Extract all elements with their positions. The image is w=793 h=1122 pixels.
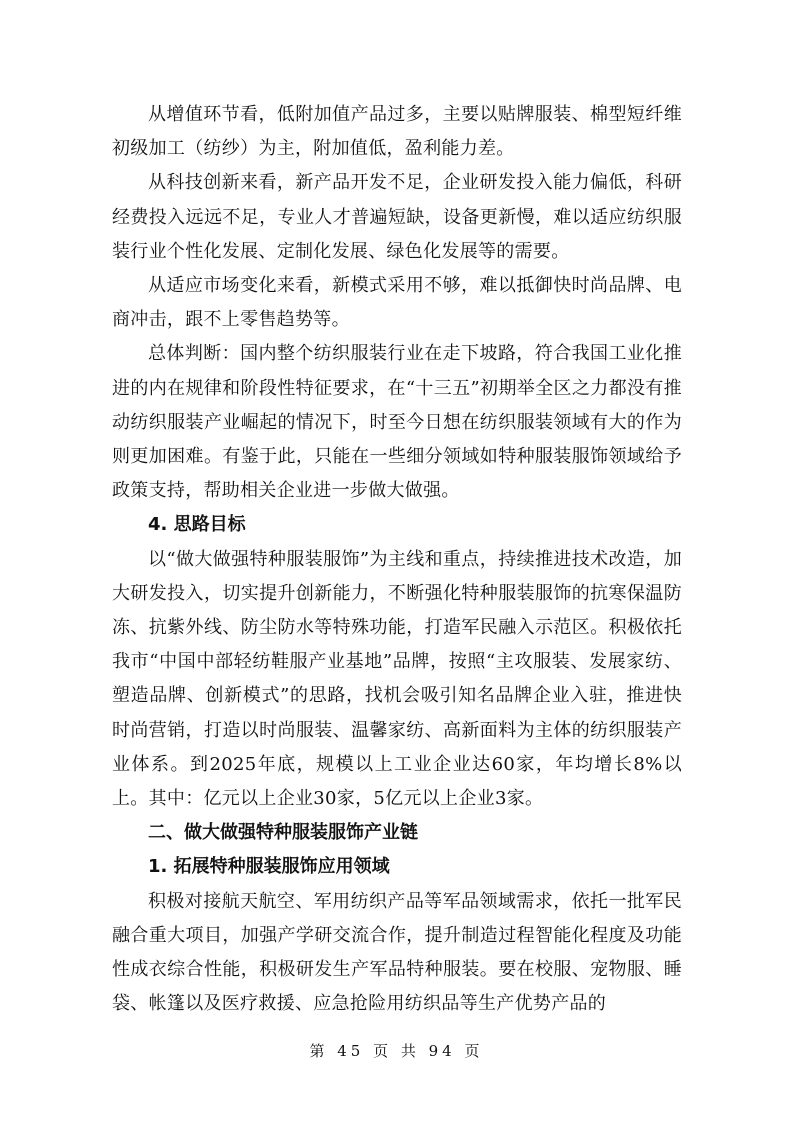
- paragraph-innovation: 从科技创新来看，新产品开发不足，企业研发投入能力偏低，科研经费投入远远不足，专业人才普遍短缺，设备更新慢，难以适应纺织服装行业个性化发展、定制化发展、绿色化发展等的需要。: [112, 172, 682, 262]
- paragraph-value-chain: 从增值环节看，低附加值产品过多，主要以贴牌服装、棉型短纤维初级加工（纺纱）为主，附加值低，盈利能力差。: [112, 104, 682, 160]
- heading-section-two: 二、做大做强特种服装服饰产业链: [148, 822, 418, 844]
- document-body: [112, 98, 682, 1021]
- paragraph-military-civil: 积极对接航天航空、军用纺织产品等军品领域需求，依托一批军民融合重大项目，加强产学研交流合作，提升制造过程智能化程度及功能性成衣综合性能，积极研发生产军品特种服装。要在校服、宠物服、睡袋、帐篷以及医疗救援、应急抢险用纺织品等生产优势产品的: [112, 890, 682, 1015]
- page-number-footer: 第 45 页 共 94 页: [309, 1042, 484, 1060]
- paragraph-market: 从适应市场变化来看，新模式采用不够，难以抵御快时尚品牌、电商冲击，跟不上零售趋势等。: [112, 275, 682, 331]
- heading-expand-fields: 1. 拓展特种服装服饰应用领域: [148, 856, 390, 878]
- heading-ideas-goals: 4. 思路目标: [148, 514, 246, 536]
- paragraph-goals: 以“做大做强特种服装服饰”为主线和重点，持续推进技术改造，加大研发投入，切实提升创新能力，不断强化特种服装服饰的抗寒保温防冻、抗紫外线、防尘防水等特殊功能，打造军民融入示范区。积极依托我市“中国中部轻纺鞋服产业基地”品牌，按照“主攻服装、发展家纺、塑造品牌、创新模式”的思路，找机会吸引知名品牌企业入驻，推进快时尚营销，打造以时尚服装、温馨家纺、高新面料为主体的纺织服装产业体系。到2025年底，规模以上工业企业达60家，年均增长8%以上。其中：亿元以上企业30家，5亿元以上企业3家。: [112, 548, 682, 810]
- paragraph-overall-judgment: 总体判断：国内整个纺织服装行业在走下坡路，符合我国工业化推进的内在规律和阶段性特征要求，在“十三五”初期举全区之力都没有推动纺织服装产业崛起的情况下，时至今日想在纺织服装领域有大的作为则更加困难。有鉴于此，只能在一些细分领域如特种服装服饰领域给予政策支持，帮助相关企业进一步做大做强。: [112, 343, 682, 502]
